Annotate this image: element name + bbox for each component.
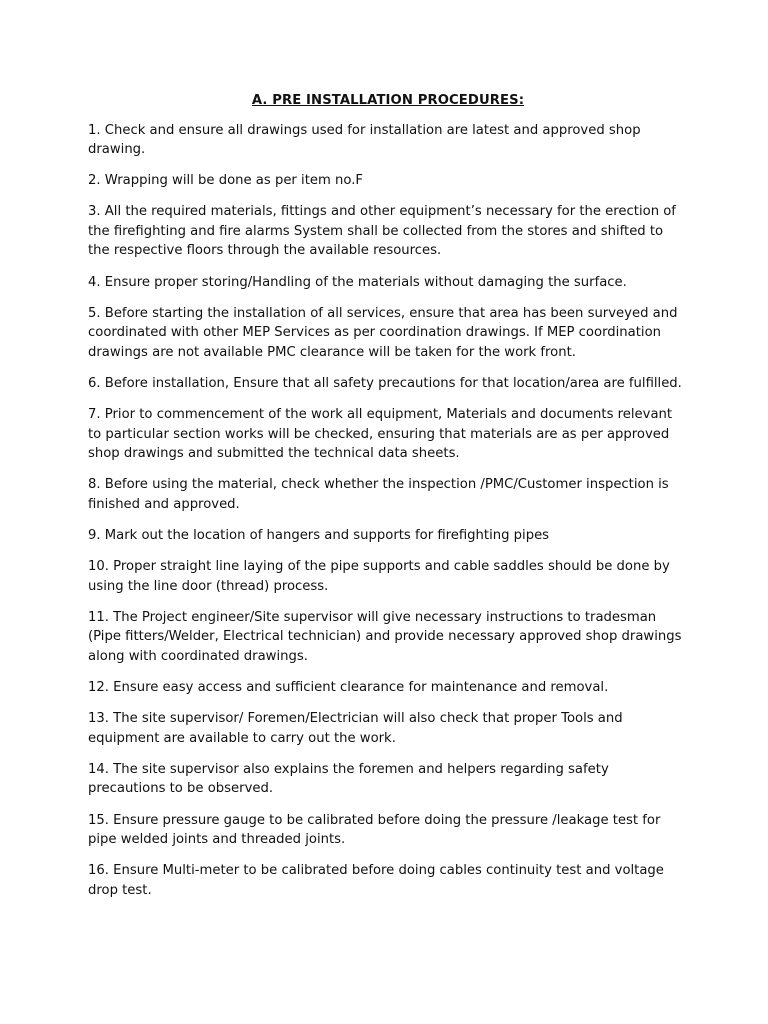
procedure-item-4: 4. Ensure proper storing/Handling of the materials without damaging the surface. xyxy=(88,274,627,290)
procedure-item-9: 9. Mark out the location of hangers and supports for firefighting pipes xyxy=(88,528,550,543)
procedure-item-14: 14. The site supervisor also explains the foremen and helpers regarding safety precautions to be observed. xyxy=(88,761,609,797)
procedure-item-8: 8. Before using the material, check whether the inspection /PMC/Customer inspection is finished and approved. xyxy=(88,477,669,512)
procedure-item-7: 7. Prior to commencement of the work all equipment, Materials and documents relevant to particular section works will be checked, ensuring that materials are as per approved shop drawings and submitted the technical data sheets. xyxy=(88,407,673,462)
procedure-item-10: 10. Proper straight line laying of the pipe supports and cable saddles should be done by using the line door (thread) process. xyxy=(88,559,670,594)
document-title: A. PRE INSTALLATION PROCEDURES: xyxy=(251,93,525,108)
procedure-item-2: 2. Wrapping will be done as per item no.F xyxy=(88,173,363,189)
procedure-item-11: 11. The Project engineer/Site supervisor will give necessary instructions to tradesman (Pipe fitters/Welder, Electrical technician) and provide necessary approved shop drawings along with coordinated drawings. xyxy=(88,609,682,664)
procedure-item-15: 15. Ensure pressure gauge to be calibrated before doing the pressure /leakage test for pipe welded joints and threaded joints. xyxy=(88,812,661,848)
procedure-item-3: 3. All the required materials, fittings and other equipment’s necessary for the erection of the firefighting and fire alarms System shall be collected from the stores and shifted to the respective floors through the available resources. xyxy=(88,204,676,259)
procedure-item-1: 1. Check and ensure all drawings used for installation are latest and approved shop drawing. xyxy=(88,122,641,157)
procedure-item-6: 6. Before installation, Ensure that all safety precautions for that location/area are fulfilled. xyxy=(88,375,682,391)
procedure-item-13: 13. The site supervisor/ Foremen/Electrician will also check that proper Tools and equipment are available to carry out the work. xyxy=(88,711,623,746)
procedure-item-16: 16. Ensure Multi-meter to be calibrated before doing cables continuity test and voltage drop test. xyxy=(88,863,664,898)
procedure-item-12: 12. Ensure easy access and sufficient clearance for maintenance and removal. xyxy=(88,680,609,696)
procedure-item-5: 5. Before starting the installation of all services, ensure that area has been surveyed and coordinated with other MEP Services as per coordination drawings. If MEP coordination drawings are not available PMC clearance will be taken for the work front. xyxy=(88,305,678,360)
procedure-list xyxy=(88,121,688,901)
